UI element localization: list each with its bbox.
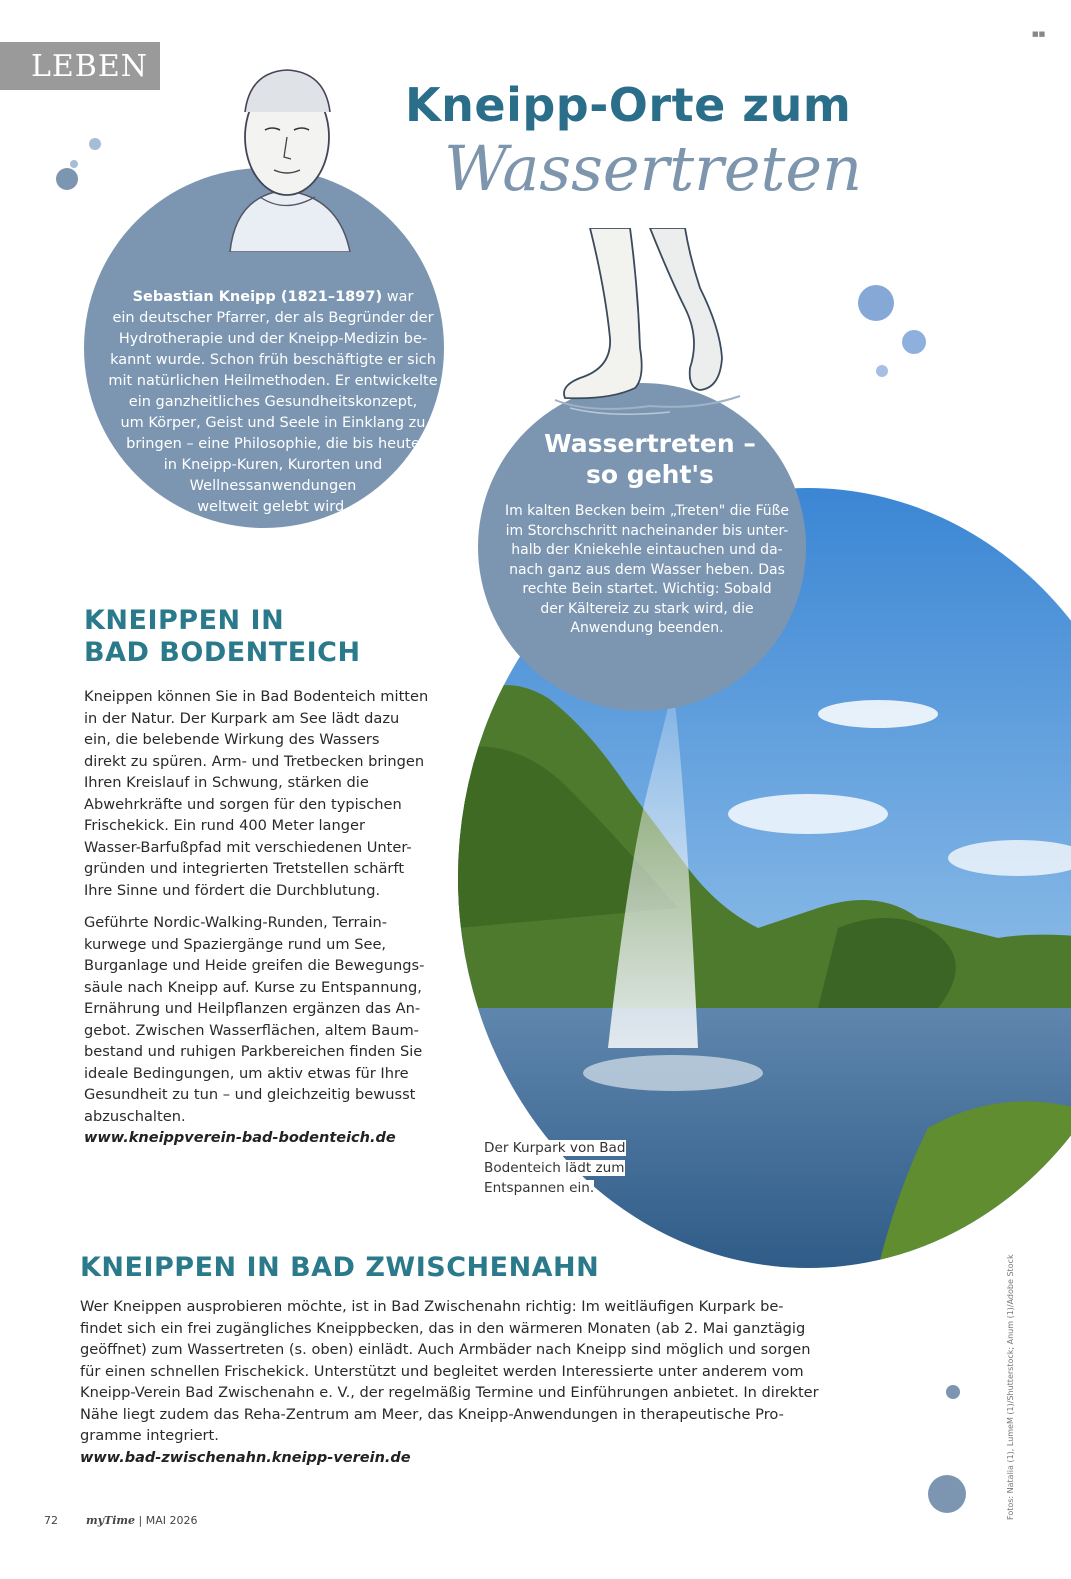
tip-line: im Storchschritt nacheinander bis unter- [505,522,789,539]
caption-line: Bodenteich lädt zum [484,1160,625,1176]
kneipp-portrait-illustration [190,42,380,252]
issue-date: | MAI 2026 [138,1514,198,1527]
section1-paragraph-1 [84,686,464,901]
bio-line: um Körper, Geist und Seele in Einklang zu [120,415,426,431]
photo-credit: Fotos: Natalia (1), LumeM (1)/Shutterstock; Anum (1)/Adobe Stock [1006,1254,1015,1520]
body-line: Geführte Nordic-Walking-Runden, Terrain- [84,914,388,931]
body-line: Ihre Sinne und fördert die Durchblutung. [84,881,381,899]
bio-line: weltweit gelebt wird. [197,499,349,515]
body-line: gramme integriert. [80,1427,219,1444]
body-line: direkt zu spüren. Arm- und Tretbecken bringen [84,752,425,770]
bio-line: bringen – eine Philosophie, die bis heute [126,436,420,452]
tip-line: halb der Kniekehle eintauchen und da- [511,542,783,558]
body-line: kurwege und Spaziergänge rund um See, [84,935,387,953]
body-line: in der Natur. Der Kurpark am See lädt dazu [84,709,400,727]
bodenteich-link[interactable]: www.kneippverein-bad-bodenteich.de [84,1130,396,1146]
page-title: Kneipp-Orte zum [405,78,852,132]
caption-line: Der Kurpark von Bad [484,1140,626,1156]
body-line: gründen und integrierten Tretstellen schärft [84,860,405,877]
body-line: Gesundheit zu tun – und gleichzeitig bewusst [84,1086,416,1103]
section-heading [84,605,464,669]
body-line: Kneipp-Verein Bad Zwischenahn e. V., der regelmäßig Termine und Einführungen anbietet. In direkter [80,1384,819,1401]
body-line: findet sich ein frei zugängliches Kneippbecken, das in den wärmeren Monaten (ab 2. Mai ganztägig [80,1319,806,1337]
caption-line: Entspannen ein. [484,1180,595,1196]
bio-line: mit natürlichen Heilmethoden. Er entwickelte [108,373,438,389]
page-number: 72 [44,1514,58,1527]
bio-line: kannt wurde. Schon früh beschäftigte er sich [110,352,436,368]
section-heading-line: KNEIPPEN IN [84,605,285,636]
section-tag: LEBEN [0,42,160,90]
body-line: Ernährung und Heilpflanzen ergänzen das An- [84,1000,421,1017]
body-line: Wasser-Barfußpfad mit verschiedenen Unter- [84,838,412,856]
section-bad-bodenteich [84,605,464,669]
bio-line: Hydrotherapie und der Kneipp-Medizin be- [118,331,428,347]
magazine-logo: myTime [85,1514,136,1527]
body-line: für einen schnellen Frischekick. Unterstützt und begleitet werden Interessierte unter anderem vom [80,1362,804,1380]
bio-text [108,287,438,518]
page-title-script: Wassertreten [444,132,863,205]
tip-line: der Kältereiz zu stark wird, die [540,600,754,617]
bio-line: Wellnessanwendungen [189,478,357,494]
bubble-decoration [876,365,888,377]
body-line: säule nach Kneipp auf. Kurse zu Entspannung, [84,978,422,996]
zwischenahn-link[interactable]: www.bad-zwischenahn.kneipp-verein.de [80,1450,411,1466]
tip-title-line: Wassertreten – [544,429,756,458]
body-line: geöffnet) zum Wassertreten (s. oben) einlädt. Auch Armbäder nach Kneipp sind möglich und sorgen [80,1341,811,1358]
bio-line: in Kneipp-Kuren, Kurorten und [163,457,383,473]
body-line: Frischekick. Ein rund 400 Meter langer [84,817,365,834]
tip-line: rechte Bein startet. Wichtig: Sobald [522,581,772,597]
body-line: Kneippen können Sie in Bad Bodenteich mitten [84,688,429,705]
bio-line: ein deutscher Pfarrer, der als Begründer der [112,310,434,326]
tip-text [488,502,806,639]
bubble-decoration [70,160,78,168]
bubble-decoration [89,138,101,150]
section-heading: KNEIPPEN IN BAD ZWISCHENAHN [80,1252,600,1283]
bio-name: Sebastian Kneipp (1821–1897) [132,289,383,305]
photo-caption [484,1138,644,1198]
body-line: ideale Bedingungen, um aktiv etwas für Ihre [84,1064,409,1082]
body-line: Wer Kneippen ausprobieren möchte, ist in Bad Zwischenahn richtig: Im weitläufigen Kurpark be- [80,1298,784,1315]
bio-line: war [382,289,414,305]
body-line: Burganlage und Heide greifen die Bewegungs- [84,957,425,974]
body-line: gebot. Zwischen Wasserflächen, altem Baum- [84,1021,419,1039]
section-heading-line: BAD BODENTEICH [84,637,361,668]
section1-paragraph-2 [84,912,464,1127]
section2-paragraph [80,1296,880,1447]
corner-mark: ■■ [1032,30,1046,38]
tip-title-line: so geht's [586,460,714,489]
page-footer [44,1514,197,1527]
body-line: Nähe liegt zudem das Reha-Zentrum am Meer, das Kneipp-Anwendungen in therapeutische Pro- [80,1405,784,1423]
bubble-decoration [946,1385,960,1399]
bubble-decoration [56,168,78,190]
bubble-decoration [858,285,894,321]
tip-title [500,428,800,490]
bio-line: ein ganzheitliches Gesundheitskonzept, [128,394,418,410]
body-line: ein, die belebende Wirkung des Wassers [84,731,380,748]
body-line: Ihren Kreislauf in Schwung, stärken die [84,774,369,791]
tip-line: Anwendung beenden. [570,620,724,636]
section-bad-zwischenahn [80,1252,599,1284]
body-line: bestand und ruhigen Parkbereichen finden Sie [84,1043,423,1060]
body-line: Abwehrkräfte und sorgen für den typischen [84,795,402,813]
feet-illustration [550,228,750,418]
bubble-decoration [902,330,926,354]
bubble-decoration [928,1475,966,1513]
tip-line: nach ganz aus dem Wasser heben. Das [509,561,785,578]
tip-line: Im kalten Becken beim „Treten" die Füße [504,503,790,519]
body-line: abzuschalten. [84,1107,186,1125]
